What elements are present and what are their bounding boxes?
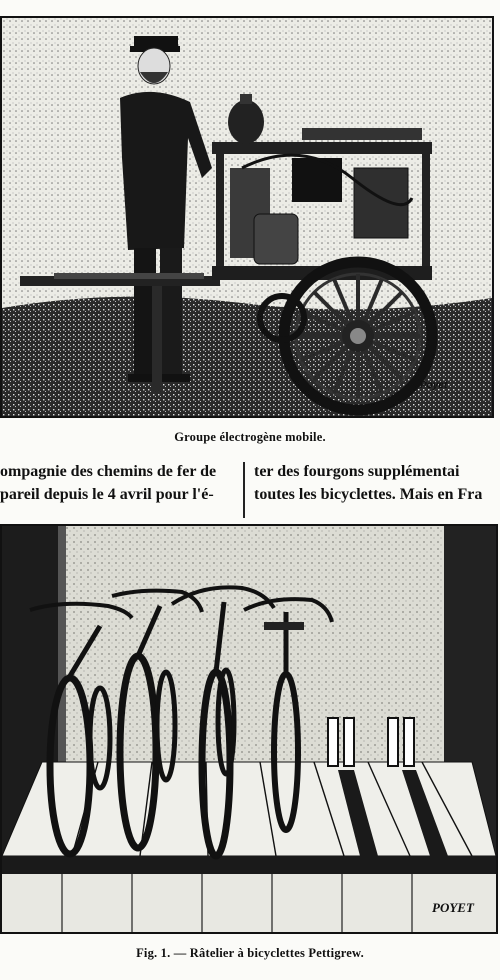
engraver-signature: POYET	[432, 900, 474, 915]
figure-caption-top: Groupe électrogène mobile.	[174, 430, 326, 444]
bicycle-rack-engraving	[2, 526, 496, 932]
text-line: ompagnie des chemins de fer de	[0, 463, 217, 480]
cart-wheel	[284, 262, 432, 410]
text-column-right	[254, 460, 500, 506]
text-line: toutes les bicyclettes. Mais en Fra	[254, 486, 483, 503]
column-divider	[243, 462, 245, 518]
figure-generator-plate	[0, 16, 494, 418]
figure-caption-bottom: Fig. 1. — Râtelier à bicyclettes Pettigrew.	[136, 946, 364, 960]
text-line: pareil depuis le 4 avril pour l'é-	[0, 486, 214, 503]
generator-engraving	[2, 18, 492, 416]
engraver-signature: Poyet	[420, 380, 448, 391]
text-column-left	[0, 460, 236, 506]
figure-bicycle-rack-plate	[0, 524, 498, 934]
text-line: ter des fourgons supplémentai	[254, 463, 460, 480]
